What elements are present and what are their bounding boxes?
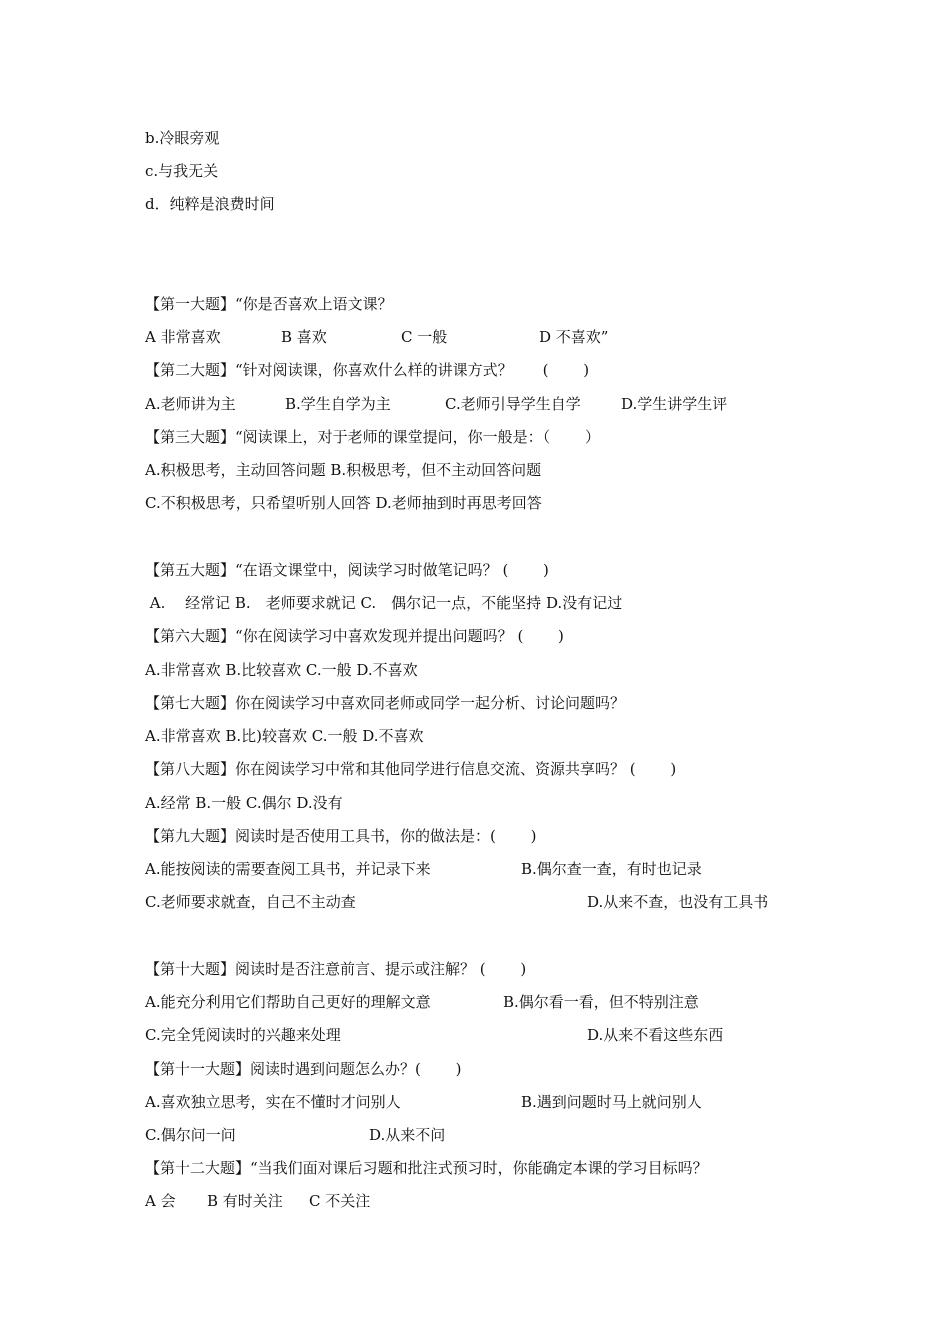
q2-option-a: A.老师讲为主 (145, 395, 236, 413)
q1-option-d: D 不喜欢” (539, 328, 609, 346)
q2-option-b: B.学生自学为主 (285, 395, 391, 413)
q7-options: A.非常喜欢 B.比)较喜欢 C.一般 D.不喜欢 (145, 727, 424, 745)
q9-options-row1 (145, 859, 890, 879)
q11-options-row1 (145, 1092, 890, 1112)
q1-option-c: C 一般 (401, 328, 448, 346)
q2-title: 【第二大题】“针对阅读课，你喜欢什么样的讲课方式？ ( ) (145, 361, 590, 379)
q1-title: 【第一大题】“你是否喜欢上语文课？ (145, 295, 393, 313)
q2-option-c: C.老师引导学生自学 (445, 395, 581, 413)
q11-option-d: D.从来不问 (369, 1126, 446, 1144)
intro-option-d: d．纯粹是浪费时间 (145, 195, 275, 213)
q8-options: A.经常 B.一般 C.偶尔 D.没有 (145, 794, 343, 812)
q1-options (145, 327, 890, 347)
q11-option-c: C.偶尔问一问 (145, 1126, 236, 1144)
q1-option-a: A 非常喜欢 (145, 328, 221, 346)
q11-option-b: B.遇到问题时马上就问别人 (521, 1093, 702, 1111)
q3-title: 【第三大题】“阅读课上，对于老师的课堂提问，你一般是：（ ） (145, 428, 600, 446)
q10-title: 【第十大题】阅读时是否注意前言、提示或注解？ ( ) (145, 960, 527, 978)
q9-option-a: A.能按阅读的需要查阅工具书，并记录下来 (145, 860, 431, 878)
q9-option-d: D.从来不查，也没有工具书 (587, 893, 769, 911)
q2-options (145, 394, 890, 414)
q5-title: 【第五大题】“在语文课堂中，阅读学习时做笔记吗？ ( ) (145, 561, 549, 579)
q3-options-line1: A.积极思考，主动回答问题 B.积极思考，但不主动回答问题 (145, 461, 542, 479)
q10-options-row1 (145, 992, 890, 1012)
q5-options: A. 经常记 B. 老师要求就记 C. 偶尔记一点，不能坚持 D.没有记过 (145, 594, 623, 612)
q9-option-c: C.老师要求就查，自己不主动查 (145, 893, 356, 911)
q11-options-row2 (145, 1125, 890, 1145)
q10-option-a: A.能充分利用它们帮助自己更好的理解文意 (145, 993, 431, 1011)
intro-option-c: c.与我无关 (145, 162, 219, 180)
q10-option-d: D.从来不看这些东西 (587, 1026, 724, 1044)
q9-option-b: B.偶尔查一查，有时也记录 (521, 860, 702, 878)
q6-options: A.非常喜欢 B.比较喜欢 C.一般 D.不喜欢 (145, 661, 418, 679)
q7-title: 【第七大题】你在阅读学习中喜欢同老师或同学一起分析、讨论问题吗？ (145, 694, 626, 712)
q2-option-d: D.学生讲学生评 (621, 395, 728, 413)
intro-option-b: b.冷眼旁观 (145, 129, 220, 147)
q12-option-b: B 有时关注 (207, 1192, 283, 1210)
q1-option-b: B 喜欢 (281, 328, 327, 346)
q9-title: 【第九大题】阅读时是否使用工具书，你的做法是：( ) (145, 827, 537, 845)
q11-option-a: A.喜欢独立思考，实在不懂时才问别人 (145, 1093, 401, 1111)
q12-title: 【第十二大题】“当我们面对课后习题和批注式预习时，你能确定本课的学习目标吗？ (145, 1159, 708, 1177)
q9-options-row2 (145, 892, 890, 912)
q6-title: 【第六大题】“你在阅读学习中喜欢发现并提出问题吗？ ( ) (145, 627, 564, 645)
q11-title: 【第十一大题】阅读时遇到问题怎么办？( ) (145, 1060, 462, 1078)
q10-option-c: C.完全凭阅读时的兴趣来处理 (145, 1026, 341, 1044)
q10-option-b: B.偶尔看一看，但不特别注意 (503, 993, 699, 1011)
q12-options (145, 1191, 890, 1211)
q10-options-row2 (145, 1025, 890, 1045)
q12-option-a: A 会 (145, 1192, 176, 1210)
q12-option-c: C 不关注 (309, 1192, 371, 1210)
q3-options-line2: C.不积极思考，只希望听别人回答 D.老师抽到时再思考回答 (145, 494, 542, 512)
q8-title: 【第八大题】你在阅读学习中常和其他同学进行信息交流、资源共享吗？ ( ) (145, 760, 677, 778)
